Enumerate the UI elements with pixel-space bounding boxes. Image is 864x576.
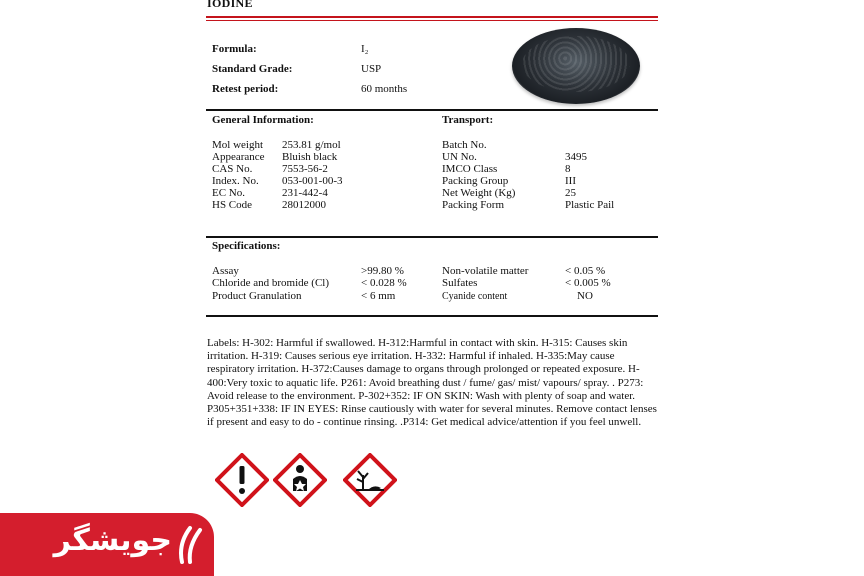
spec-value: < 0.028 % xyxy=(361,277,407,289)
environment-icon xyxy=(343,453,397,507)
standard-grade-label: Standard Grade: xyxy=(212,63,293,75)
spec-value: < 0.005 % xyxy=(565,277,611,289)
gen-label: Appearance xyxy=(212,151,265,163)
spec-value: >99.80 % xyxy=(361,265,404,277)
gen-value: 053-001-00-3 xyxy=(282,175,343,187)
section-rule-3 xyxy=(206,315,658,317)
health-hazard-icon xyxy=(273,453,327,507)
brand-logo-text: جويشگر xyxy=(53,523,172,558)
transport-heading: Transport: xyxy=(442,114,494,126)
gen-value: 231-442-4 xyxy=(282,187,328,199)
transport-value: 8 xyxy=(565,163,571,175)
transport-value: 25 xyxy=(565,187,576,199)
transport-label: Packing Group xyxy=(442,175,509,187)
spec-label: Non-volatile matter xyxy=(442,265,529,277)
spec-label: Cyanide content xyxy=(442,291,508,302)
product-title: IODINE xyxy=(207,0,253,10)
section-rule-1 xyxy=(206,109,658,111)
spec-label: Assay xyxy=(212,265,239,277)
gen-label: Index. No. xyxy=(212,175,259,187)
transport-label: Net Weight (Kg) xyxy=(442,187,516,199)
gen-value: Bluish black xyxy=(282,151,338,163)
gen-label: HS Code xyxy=(212,199,253,211)
brand-logo-mark-icon xyxy=(176,522,204,566)
retest-period-label: Retest period: xyxy=(212,83,279,95)
title-red-rule xyxy=(206,16,658,18)
formula-label: Formula: xyxy=(212,43,257,55)
iodine-sample-image xyxy=(512,28,640,104)
standard-grade-value: USP xyxy=(361,63,382,75)
exclamation-mark-icon xyxy=(215,453,269,507)
formula-value: I₂ xyxy=(361,43,369,55)
spec-label: Chloride and bromide (Cl) xyxy=(212,277,330,289)
transport-label: Packing Form xyxy=(442,199,505,211)
transport-label: Batch No. xyxy=(442,139,487,151)
transport-value: 3495 xyxy=(565,151,587,163)
spec-label: Product Granulation xyxy=(212,290,302,302)
general-information-heading: General Information: xyxy=(212,114,314,126)
gen-value: 253.81 g/mol xyxy=(282,139,341,151)
transport-label: IMCO Class xyxy=(442,163,498,175)
section-rule-2 xyxy=(206,236,658,238)
spec-label: Sulfates xyxy=(442,277,478,289)
spec-value: < 0.05 % xyxy=(565,265,606,277)
gen-value: 28012000 xyxy=(282,199,326,211)
specifications-heading: Specifications: xyxy=(212,240,281,252)
spec-value: < 6 mm xyxy=(361,290,396,302)
gen-value: 7553-56-2 xyxy=(282,163,328,175)
title-red-rule-thin xyxy=(206,20,658,21)
retest-period-value: 60 months xyxy=(361,83,408,95)
transport-label: UN No. xyxy=(442,151,477,163)
spec-value: NO xyxy=(577,290,593,302)
transport-value: Plastic Pail xyxy=(565,199,615,211)
transport-value: III xyxy=(565,175,576,187)
hazard-labels-paragraph: Labels: H-302: Harmful if swallowed. H-312:Harmful in contact with skin. H-315: Causes skin irritation. H-319: Causes serious eye irritation. H-332: Harmful if inhaled. H-335:May cause respiratory irritation. H-372:Causes damage to organs through prolonged or repeated exposure. H-400:Very toxic to aquatic life. P261: Avoid breathing dust / fume/ gas/ mist/ vapours/ spray. . P273: Avoid release to the environment. P-302+352: IF ON SKIN: Wash with plenty of soap and water. P305+351+338: IF IN EYES: Rinse cautiously with water for several minutes. Remove contact lenses if present and easy to do - continue rinsing. .P314: Get medical advice/attention if you feel unwell. xyxy=(207,337,657,429)
gen-label: Mol weight xyxy=(212,139,264,151)
gen-label: CAS No. xyxy=(212,163,253,175)
gen-label: EC No. xyxy=(212,187,245,199)
